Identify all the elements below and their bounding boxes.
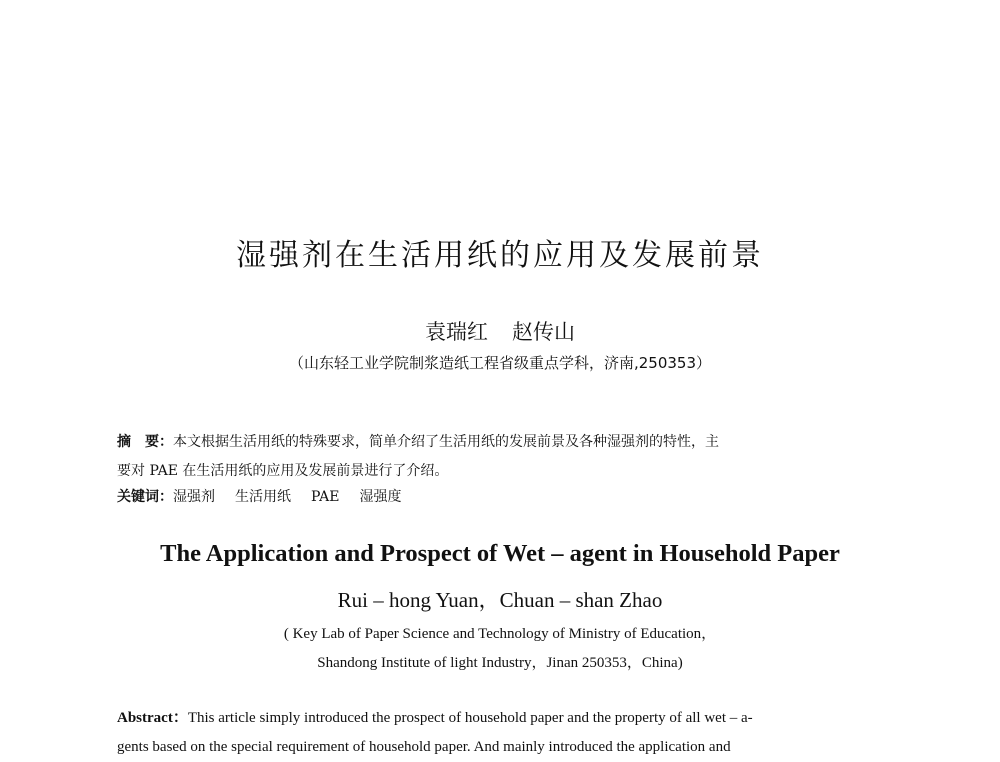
chinese-affiliation: （山东轻工业学院制浆造纸工程省级重点学科，济南,250353） [288,354,712,372]
english-abstract [117,704,867,762]
chinese-abstract-line-1 [117,428,865,457]
chinese-title: 湿强剂在生活用纸的应用及发展前景 [236,238,764,273]
english-abstract-text-2: gents based on the special requirement of household paper. And mainly introduced the application and [117,739,731,755]
chinese-authors [0,316,1000,346]
chinese-keywords [117,486,877,506]
keyword-1: 湿强剂 [173,489,215,505]
english-affiliation-line-2: Shandong Institute of light Industry，Jinan 250353，China) [317,655,683,671]
english-abstract-text-1: This article simply introduced the prospect of household paper and the property of all wet – a- [187,710,753,726]
chinese-abstract [117,428,865,486]
english-abstract-label: Abstract： [117,710,188,726]
english-affiliation-line-1: ( Key Lab of Paper Science and Technology of Ministry of Education， [283,626,717,642]
english-authors: Rui – hong Yuan，Chuan – shan Zhao [337,588,663,612]
english-abstract-line-1 [117,704,867,733]
author-1-cn: 袁瑞红 [425,320,488,344]
chinese-abstract-label: 摘 要： [117,434,173,450]
keyword-2: 生活用纸 [235,489,291,505]
chinese-abstract-text-2: 要对 PAE 在生活用纸的应用及发展前景进行了介绍。 [117,463,449,479]
author-2-cn: 赵传山 [512,320,575,344]
keyword-3: PAE [311,489,340,505]
keyword-4: 湿强度 [359,489,402,505]
chinese-abstract-text-1: 本文根据生活用纸的特殊要求，简单介绍了生活用纸的发展前景及各种湿强剂的特性，主 [173,434,719,450]
english-title: The Application and Prospect of Wet – agent in Household Paper [160,540,840,567]
english-affiliation [0,620,1000,678]
keywords-label-cn: 关键词： [117,489,173,505]
